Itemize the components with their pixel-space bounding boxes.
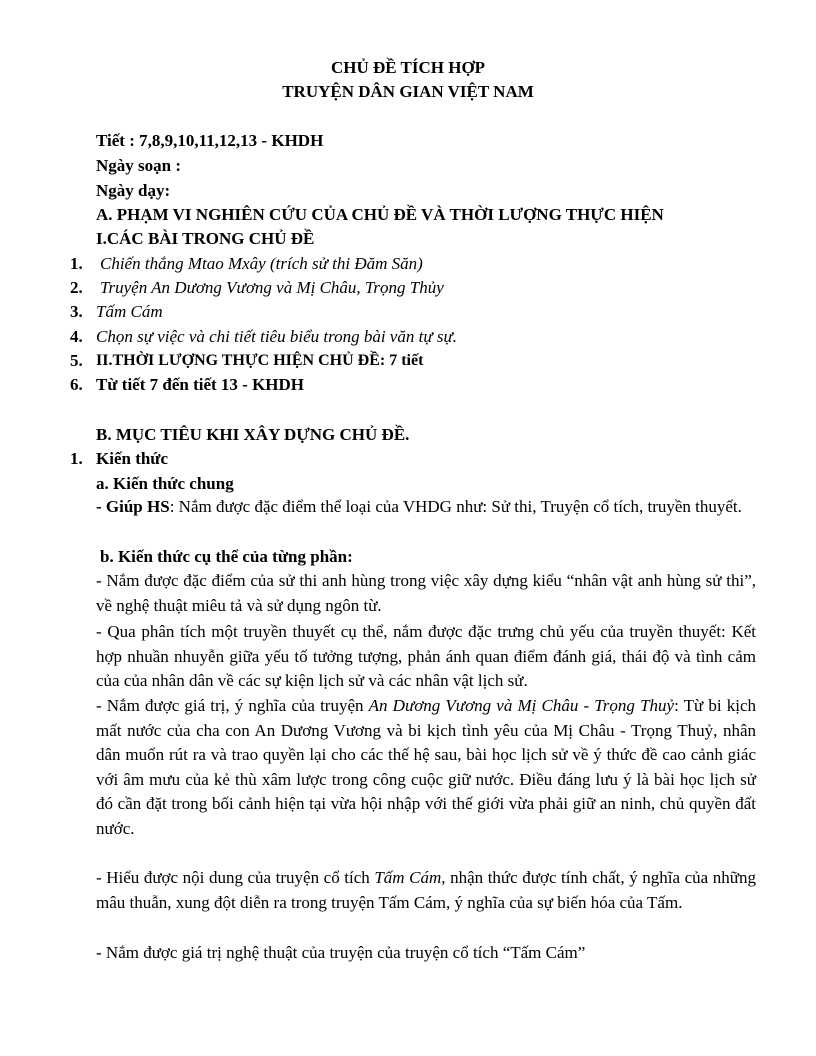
list-text: II.THỜI LƯỢNG THỰC HIỆN CHỦ ĐỀ: 7 tiết: [96, 352, 424, 369]
list-number: 6.: [70, 375, 83, 394]
giup-hs-text: : Nắm được đặc điểm thể loại của VHDG như: Sử thi, Truyện cổ tích, truyền thuyết.: [169, 497, 742, 516]
list-number: 5.: [70, 351, 83, 370]
paragraph-text: - Nắm được giá trị, ý nghĩa của truyện: [96, 696, 369, 715]
list-number: 1.: [70, 254, 83, 273]
title-line-1: CHỦ ĐỀ TÍCH HỢP: [330, 58, 486, 77]
section-a-heading: A. PHẠM VI NGHIÊN CỨU CỦA CHỦ ĐỀ VÀ THỜI LƯỢNG THỰC HIỆN: [96, 205, 664, 224]
paragraph-su-thi: - Nắm được đặc điểm của sử thi anh hùng trong việc xây dựng kiểu “nhân vật anh hùng sử thi”, về nghệ thuật miêu tả và sử dụng ngôn từ.: [96, 571, 756, 615]
paragraph-text: : Từ bi kịch mất nước của cha con An Dương Vương và bi kịch tình yêu của Mị Châu - Trọng Thuỷ, nhân dân muốn rút ra và trao quyền lại cho các thế hệ sau, bài học lịch sử về ý thức đề cao cảnh giác với âm mưu của kẻ thù xâm lược trong công cuộc giữ nước. Điều đáng lưu ý là bài học lịch sử đó cần đặt trong bối cảnh hiện tại vừa hội nhập với thế giới vừa phải giữ an ninh, chủ quyền đất nước.: [96, 696, 756, 838]
ngay-day-line: Ngày dạy:: [96, 181, 171, 200]
list-number: 1.: [70, 449, 83, 468]
paragraph-nghe-thuat: - Nắm được giá trị nghệ thuật của truyện của truyện cổ tích “Tấm Cám”: [96, 943, 586, 962]
list-text: Từ tiết 7 đến tiết 13 - KHDH: [96, 375, 305, 394]
kien-thuc-label: Kiến thức: [96, 449, 169, 468]
list-text: Truyện An Dương Vương và Mị Châu, Trọng Thủy: [100, 278, 444, 297]
list-text: Tấm Cám: [96, 302, 163, 321]
paragraph-text: - Hiểu được nội dung của truyện cổ tích: [96, 868, 375, 887]
tiet-line: Tiết : 7,8,9,10,11,12,13 - KHDH: [96, 131, 324, 150]
paragraph-an-duong-vuong: [96, 694, 756, 841]
kien-thuc-chung-heading: a. Kiến thức chung: [96, 474, 234, 493]
list-number: 4.: [70, 327, 83, 346]
list-text: Chiến thắng Mtao Mxây (trích sử thi Đăm Săn): [100, 254, 423, 273]
giup-hs-paragraph: [96, 495, 756, 520]
section-i-heading: I.CÁC BÀI TRONG CHỦ ĐỀ: [96, 229, 315, 248]
paragraph-tam-cam: [96, 866, 756, 915]
story-title: An Dương Vương và Mị Châu - Trọng Thuỷ: [368, 696, 675, 715]
list-text: Chọn sự việc và chi tiết tiêu biểu trong bài văn tự sự.: [96, 327, 457, 346]
giup-hs-label: - Giúp HS: [96, 497, 170, 516]
title-line-2: TRUYỆN DÂN GIAN VIỆT NAM: [282, 82, 534, 101]
paragraph-truyen-thuyet: - Qua phân tích một truyền thuyết cụ thể, nắm được đặc trưng chủ yếu của truyền thuyết: Kết hợp nhuần nhuyễn giữa yếu tố tưởng tượng, phản ánh quan điểm đánh giá, thái độ và tình cảm của của nhân dân về các sự kiện lịch sử và các nhân vật lịch sử.: [96, 622, 756, 690]
story-title: Tấm Cám: [374, 868, 442, 887]
list-number: 2.: [70, 278, 83, 297]
ngay-soan-line: Ngày soạn :: [96, 156, 182, 175]
kien-thuc-cu-the-heading: b. Kiến thức cụ thể của từng phần:: [100, 547, 353, 566]
paragraph-text: , nhận thức được tính chất, ý nghĩa của những mâu thuẫn, xung đột diễn ra trong truyện Tấm Cám, ý nghĩa của sự biến hóa của Tấm.: [96, 868, 756, 912]
section-b-heading: B. MỤC TIÊU KHI XÂY DỰNG CHỦ ĐỀ.: [96, 425, 410, 444]
list-number: 3.: [70, 302, 83, 321]
